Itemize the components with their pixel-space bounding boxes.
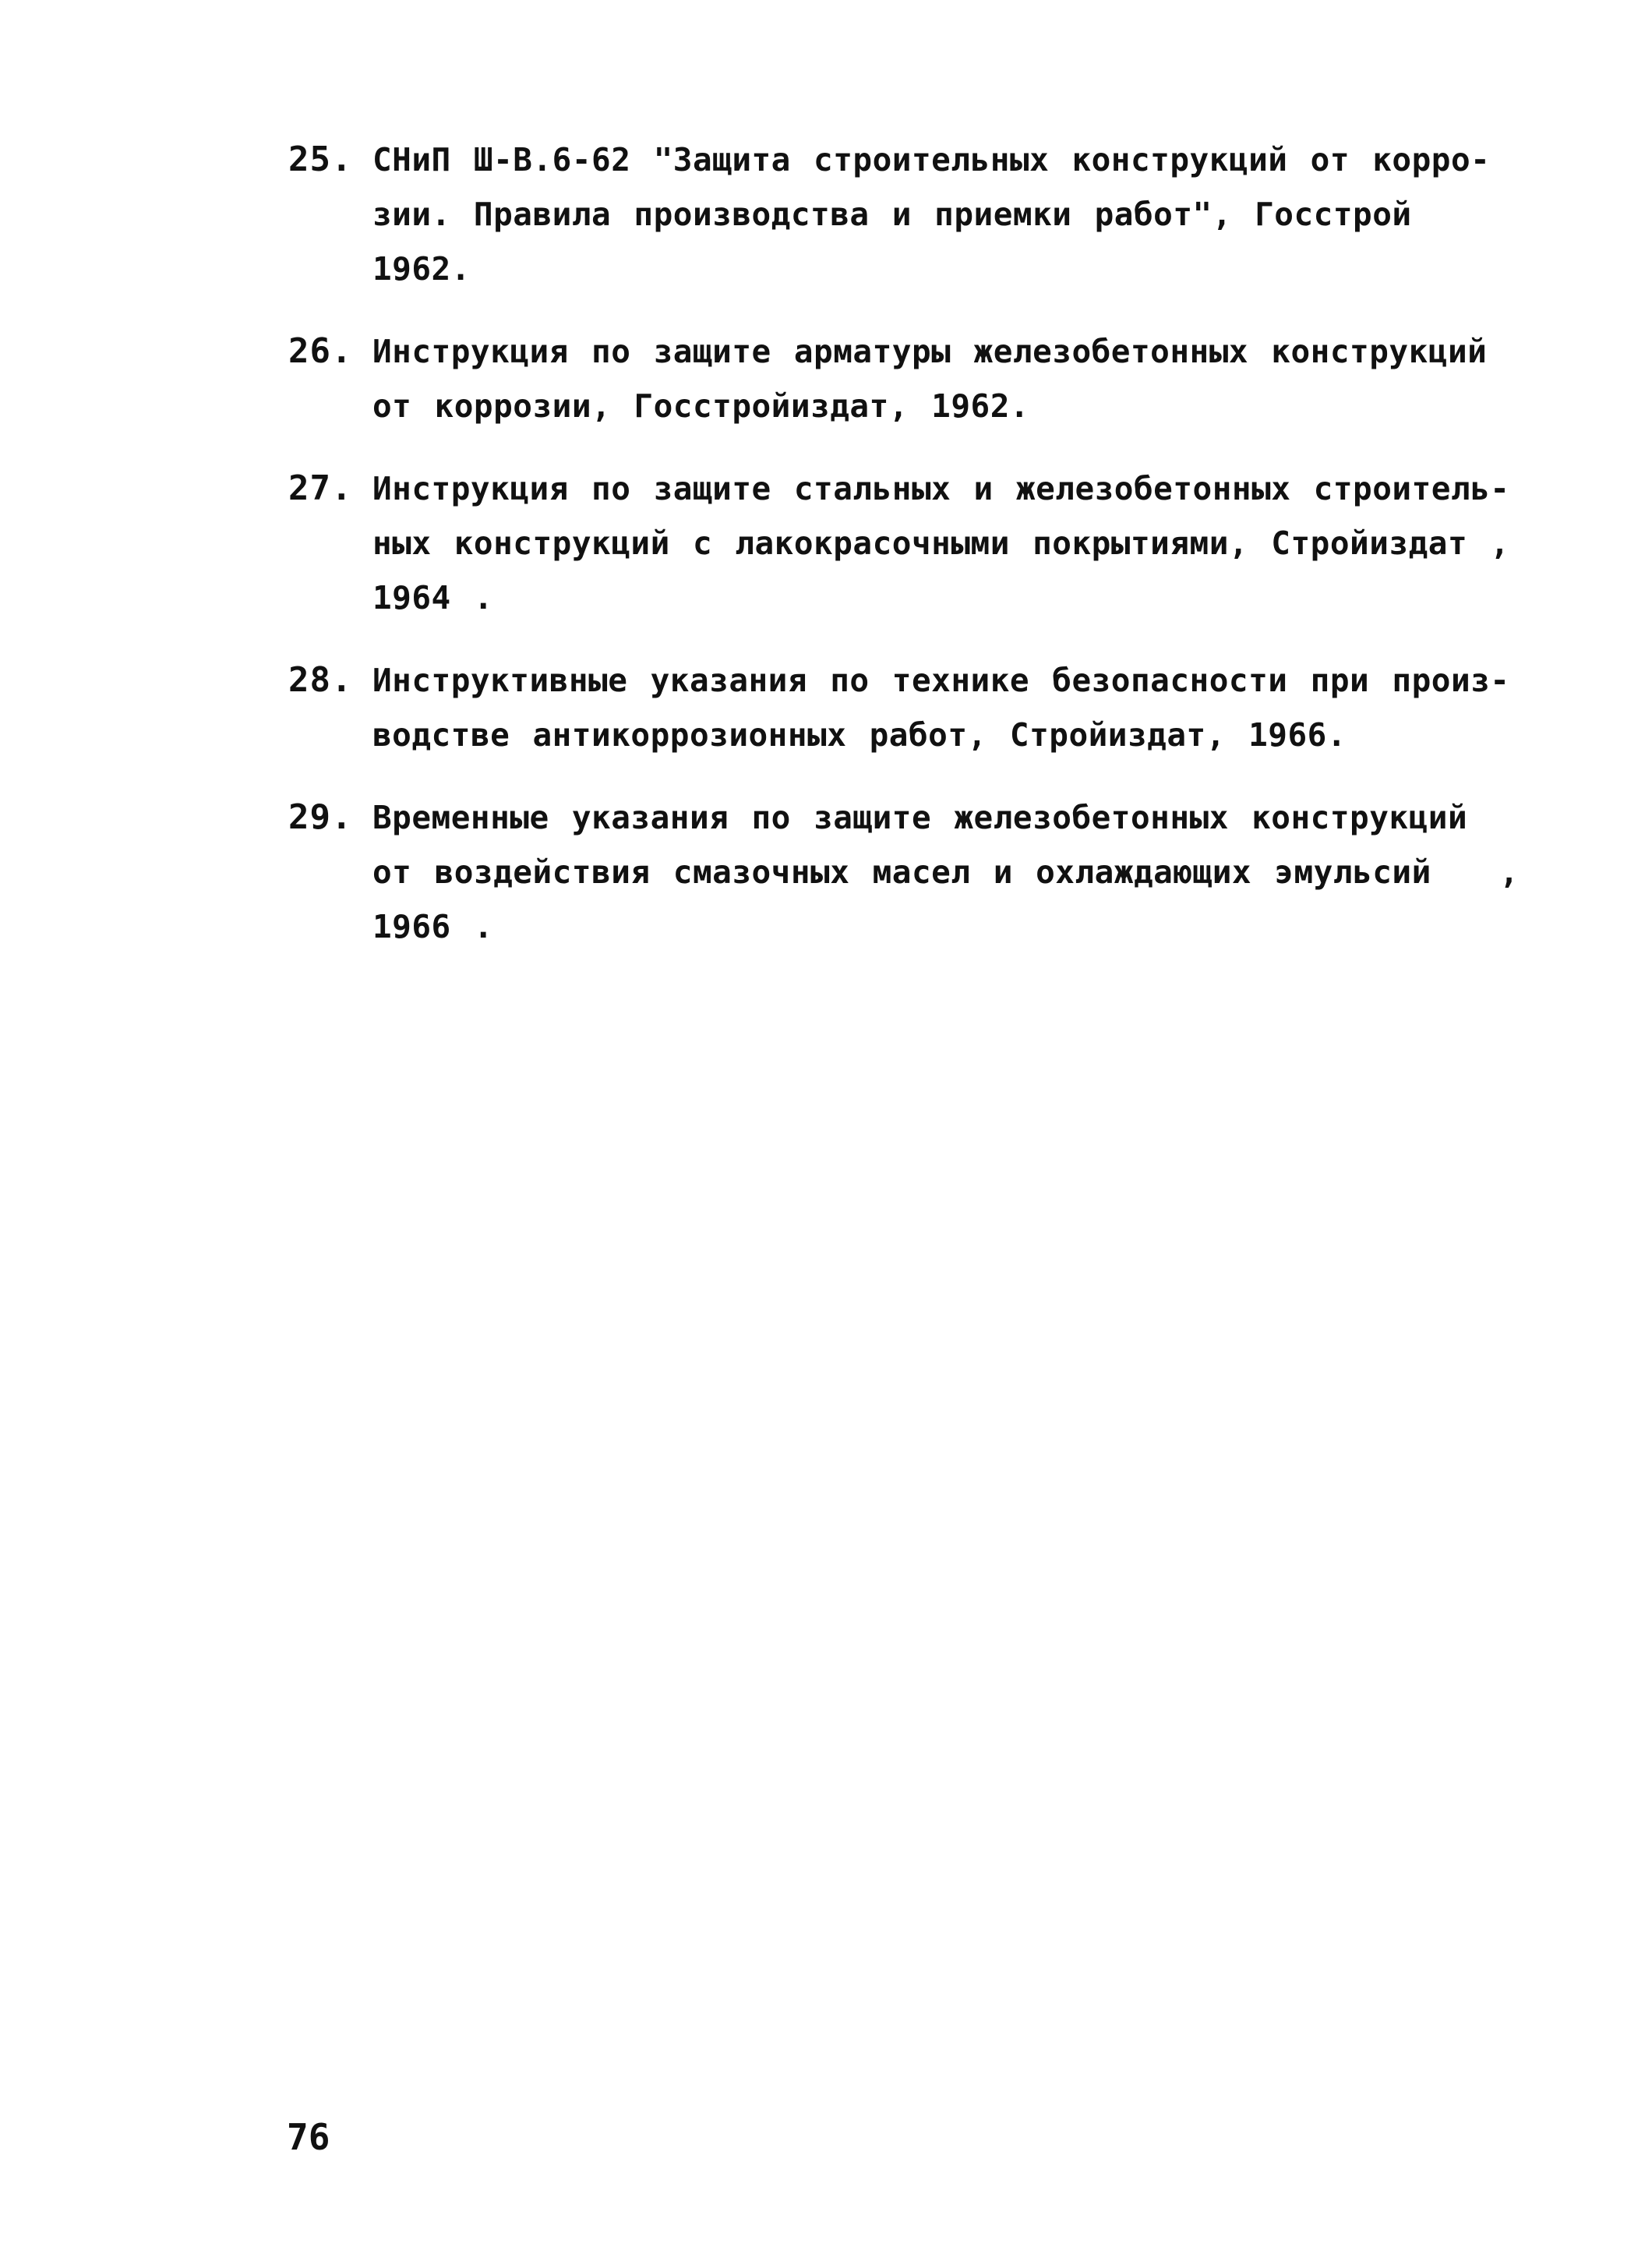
reference-item <box>288 324 1520 433</box>
reference-text: Инструкция по защите стальных и железобетонных строитель- ных конструкций с лакокрасочными покрытиями, Стройиздат , 1964 . <box>372 470 1510 616</box>
page-number: 76 <box>287 2116 330 2158</box>
reference-number: 29. <box>288 797 353 837</box>
reference-number: 25. <box>288 140 353 179</box>
reference-number: 26. <box>288 331 353 371</box>
reference-number: 28. <box>288 660 353 700</box>
reference-list <box>288 132 1520 982</box>
reference-text: Инструкция по защите арматуры железобетонных конструкций от коррозии, Госстройиздат, 1962. <box>372 333 1488 425</box>
reference-text: Временные указания по защите железобетонных конструкций от воздействия смазочных масел и охлаждающих эмульсий , 1966 . <box>372 799 1520 945</box>
reference-number: 27. <box>288 468 353 508</box>
reference-item <box>288 132 1520 296</box>
reference-item <box>288 790 1520 954</box>
reference-item <box>288 653 1520 762</box>
reference-text: СНиП Ш-В.6-62 "Защита строительных конструкций от корро- зии. Правила производства и приемки работ", Госстрой 1962. <box>372 141 1491 288</box>
reference-item <box>288 461 1520 625</box>
reference-text: Инструктивные указания по технике безопасности при произ- водстве антикоррозионных работ, Стройиздат, 1966. <box>372 662 1510 754</box>
